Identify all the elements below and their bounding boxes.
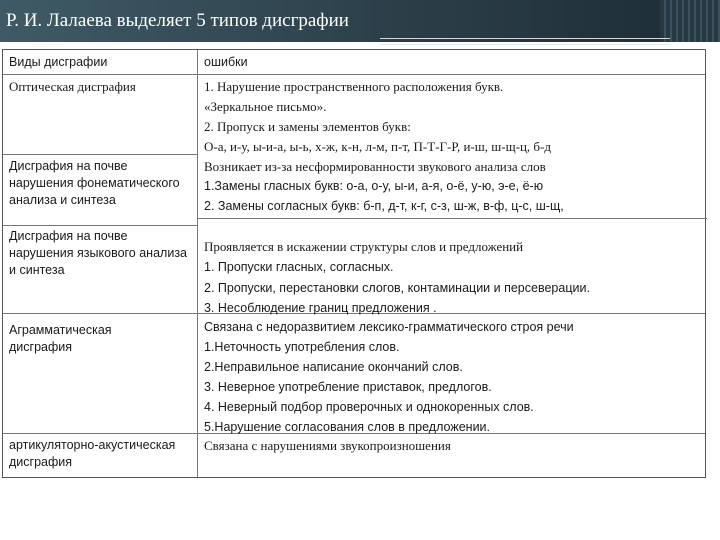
row-divider [3,154,197,155]
decorative-rule [380,44,670,45]
dysgraphia-table [2,49,706,478]
error-line: 3. Неверное употребление приставок, предлогов. [204,380,492,394]
error-line: Связана с недоразвитием лексико-грамматического строя речи [204,320,574,334]
error-line: 2. Пропуск и замены элементов букв: [204,119,411,134]
column-divider [197,50,198,477]
header-errors: ошибки [204,55,248,69]
error-line: 2. Пропуски, перестановки слогов, контаминации и персеверации. [204,281,590,295]
error-line: 1. Нарушение пространственного расположения букв. [204,79,504,94]
title-decoration [660,0,720,42]
error-line: Возникает из-за несформированности звукового анализа слов [204,159,546,174]
error-line: 1. Пропуски гласных, согласных. [204,260,394,274]
error-line: 5.Нарушение согласования слов в предложении. [204,420,491,434]
error-line: О-а, и-у, ы-и-а, ы-ь, х-ж, к-н, л-м, п-т, П-Т-Г-Р, и-ш, ш-щ-ц, б-д [204,139,551,154]
row-type-optical: Оптическая дисграфия [9,79,136,94]
decorative-rule [380,38,670,39]
error-line: 2. Замены согласных букв: б-п, д-т, к-г, с-з, ш-ж, в-ф, ц-с, ш-щ, [204,199,564,213]
row-type-phonemic: Дисграфия на почве нарушения фонематического анализа и синтеза [9,159,180,207]
row-type-articulatory: артикуляторно-акустическая дисграфия [9,438,176,469]
slide-title: Р. И. Лалаева выделяет 5 типов дисграфии [6,10,349,31]
row-divider [3,225,197,226]
header-types: Виды дисграфии [9,55,108,69]
error-line: 1.Неточность употребления слов. [204,340,400,354]
error-line: «Зеркальное письмо». [204,99,327,114]
error-line: 1.Замены гласных букв: о-а, о-у, ы-и, а-я, о-ё, у-ю, э-е, ё-ю [204,179,544,193]
error-line: Проявляется в искажении структуры слов и предложений [204,239,524,254]
title-bar [0,0,720,42]
error-line: 4. Неверный подбор проверочных и однокоренных слов. [204,400,534,414]
row-divider [3,74,705,75]
row-type-agrammatic: Аграмматическая дисграфия [9,323,112,354]
row-divider [197,218,707,219]
error-line: Связана с нарушениями звукопроизношения [204,438,451,453]
error-line: 2.Неправильное написание окончаний слов. [204,360,463,374]
error-line: 3. Несоблюдение границ предложения . [204,301,437,315]
row-type-language-analysis: Дисграфия на почве нарушения языкового анализа и синтеза [9,229,187,277]
